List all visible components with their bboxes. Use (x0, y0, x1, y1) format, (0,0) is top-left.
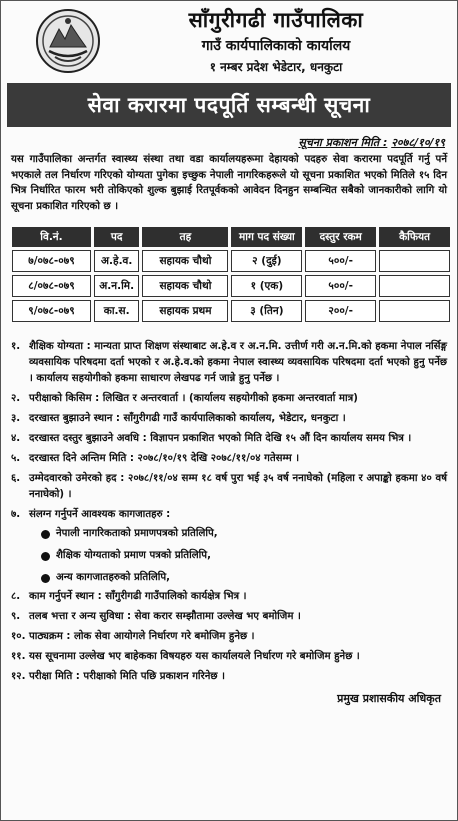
condition-item (11, 391, 447, 407)
list-item (41, 523, 447, 545)
condition-text: परीक्षाको किसिम : लिखित र अन्तरवार्ता । (कार्यालय सहयोगीको हकमा अन्तरवार्ता मात्र) (29, 393, 358, 404)
condition-number: १. (11, 341, 21, 352)
bullet-dot-icon (41, 552, 50, 561)
condition-item (11, 431, 447, 447)
cell-serial: ७/०७८-०७९ (12, 250, 91, 272)
col-count: माग पद संख्या (231, 227, 302, 247)
cell-level: सहायक प्रथम (142, 300, 228, 322)
condition-item (11, 411, 447, 427)
condition-number: ११. (11, 651, 26, 662)
cell-serial: ८/०७८-०७९ (12, 275, 91, 297)
office-name: गाउँ कार्यपालिकाको कार्यालय (201, 38, 351, 54)
list-item (41, 545, 447, 567)
condition-number: ३. (11, 413, 21, 424)
condition-text: परीक्षा मिति : परीक्षाको मिति पछि प्रकाशन गरिनेछ । (29, 671, 225, 682)
attachment-text: नेपाली नागरिकताको प्रमाणपत्रको प्रतिलिपि, (56, 528, 218, 539)
notice-banner: सेवा करारमा पदपूर्ति सम्बन्धी सूचना (7, 83, 451, 127)
col-remarks: कैफियत (379, 227, 450, 247)
date-value: २०७८/१०/१९ (391, 136, 445, 149)
condition-item (11, 339, 447, 387)
condition-number: २. (11, 393, 21, 404)
date-label: सूचना प्रकाशन मिति : (298, 136, 388, 149)
condition-text: दरखास्त दस्तुर बुझाउने अवधि : विज्ञापन प्रकाशित भएको मिति देखि १५ औं दिन कार्यालय समय भित्र । (29, 433, 412, 444)
condition-item (11, 471, 447, 503)
list-item (41, 567, 447, 589)
office-address: १ नम्बर प्रदेश भेडेटार, धनकुटा (209, 60, 343, 74)
condition-number: ८. (11, 591, 21, 602)
condition-text: उम्मेदवारको उमेरको हद : २०७८/११/०४ सम्म १८ वर्ष पुरा भई ३५ वर्ष ननाघेको (महिला र अपाङ्को हकमा ४० वर्ष ननाघेको) । (29, 473, 447, 500)
condition-item (11, 609, 447, 625)
table-header-row (12, 227, 450, 247)
cell-count: १ (एक) (231, 275, 302, 297)
cell-fee: ५००/- (305, 250, 376, 272)
nepal-emblem-icon (35, 7, 101, 75)
condition-number: ६. (11, 473, 21, 484)
condition-item (11, 589, 447, 605)
bullet-dot-icon (41, 574, 50, 583)
cell-remarks (379, 275, 450, 297)
condition-text: पाठ्यक्रम : लोक सेवा आयोगले निर्धारण गरे बमोजिम हुनेछ । (29, 631, 255, 642)
condition-number: १०. (11, 631, 26, 642)
col-post: पद (94, 227, 140, 247)
condition-item (11, 451, 447, 467)
condition-text: दरखास्त दिने अन्तिम मिति : २०७८/१०/१९ देखि २०७८/११/०४ गतेसम्म । (29, 453, 300, 464)
cell-level: सहायक चौथो (142, 250, 228, 272)
cell-level: सहायक चौथो (142, 275, 228, 297)
condition-text: दरखास्त बुझाउने स्थान : साँगुरीगढी गाउँ कार्यपालिकाको कार्यालय, भेडेटार, धनकुटा । (29, 413, 346, 424)
condition-item (11, 649, 447, 665)
cell-post: अ.हे.व. (94, 250, 140, 272)
condition-number: ७. (11, 509, 21, 520)
condition-text: काम गर्नुपर्ने स्थान : साँगुरीगढी गाउँपालिको कार्यक्षेत्र भित्र । (29, 591, 247, 602)
table-row (12, 250, 450, 272)
cell-post: अ.न.मि. (94, 275, 140, 297)
signatory-title: प्रमुख प्रशासकीय अधिकृत (337, 692, 441, 705)
condition-item (11, 629, 447, 645)
conditions-list (1, 325, 457, 685)
condition-text: संलग्न गर्नुपर्ने आवश्यक कागजातहरु : (29, 509, 171, 520)
table-row (12, 275, 450, 297)
cell-remarks (379, 250, 450, 272)
attachment-text: शैक्षिक योग्यताको प्रमाण पत्रको प्रतिलिपि, (56, 550, 211, 561)
condition-number: ९. (11, 611, 21, 622)
cell-serial: ९/०७८-०७९ (12, 300, 91, 322)
letterhead (1, 1, 457, 81)
condition-number: ५. (11, 453, 21, 464)
col-fee: दस्तुर रकम (305, 227, 376, 247)
intro-paragraph: यस गाउँपालिका अन्तर्गत स्वास्थ्य संस्था तथा वडा कार्यालयहरूमा देहायको पदहरु सेवा करारमा पदपूर्ति गर्नु पर्ने भएकाले तल निर्धारण गरिएको योग्यता पुगेका इच्छुक नेपाली नागरिकहरूले यो सूचना प्रकाशित भएको मितिले १५ दिन भित्र निर्धारित फारम भरी तोकिएको शुल्क बुझाई रितपूर्वकको आवेदन दिनहुन सम्बन्धित सबैको जानकारीको लागि यो सूचना प्रकाशित गरिएको छ । (11, 154, 447, 212)
municipality-title: साँगुरीगढी गाउँपालिका (188, 8, 364, 32)
condition-text: शैक्षिक योग्यता : मान्यता प्राप्त शिक्षण संस्थाबाट अ.हे.व र अ.न.मि. उत्तीर्ण गरी अ.न.मि.को हकमा नेपाल नर्सिङ्ग व्यवसायिक परिषदमा दर्ता भएको र अ.हे.व.को हकमा नेपाल स्वास्थ्य व्यवसायिक परिषदमा दर्ता भएको हुनु पर्नेछ । कार्यालय सहयोगीको हकमा साधारण लेखपढ गर्न जान्ने हुनु पर्नेछ । (29, 341, 447, 384)
publication-date (1, 127, 457, 150)
cell-fee: २००/- (305, 300, 376, 322)
bullet-dot-icon (41, 530, 50, 539)
vacancy-table (9, 224, 453, 325)
condition-item (11, 669, 447, 685)
cell-post: का.स. (94, 300, 140, 322)
condition-number: १२. (11, 671, 26, 682)
attachment-text: अन्य कागजातहरुको प्रतिलिपि, (56, 572, 171, 583)
cell-fee: ५००/- (305, 275, 376, 297)
cell-count: ३ (तिन) (231, 300, 302, 322)
condition-text: यस सूचनामा उल्लेख भए बाहेकका विषयहरु यस कार्यालयले निर्धारण गरे बमोजिम हुनेछ । (29, 651, 360, 662)
cell-remarks (379, 300, 450, 322)
condition-number: ४. (11, 433, 21, 444)
col-serial: वि.नं. (12, 227, 91, 247)
table-row (12, 300, 450, 322)
cell-count: २ (दुई) (231, 250, 302, 272)
attachments-list (11, 523, 447, 589)
col-level: तह (142, 227, 228, 247)
condition-text: तलब भत्ता र अन्य सुविधा : सेवा करार सम्झौतामा उल्लेख भए बमोजिम । (29, 611, 301, 622)
condition-item (11, 507, 447, 523)
